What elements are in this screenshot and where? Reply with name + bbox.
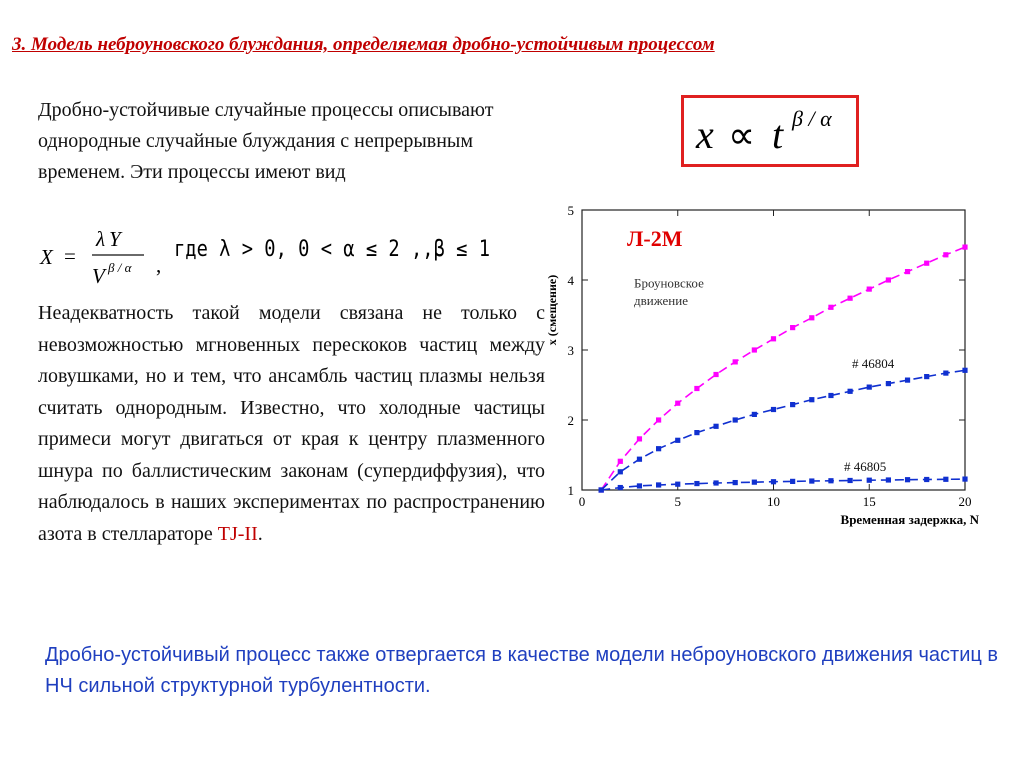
data-point-brownian — [713, 372, 718, 377]
data-point-s46804 — [713, 424, 718, 429]
data-point-brownian — [905, 269, 910, 274]
data-point-s46805 — [943, 477, 948, 482]
formula-conditions-text: где λ > 0, 0 < α ≤ 2 ,,β ≤ 1 — [174, 237, 490, 262]
data-point-s46804 — [809, 397, 814, 402]
data-point-s46805 — [656, 482, 661, 487]
data-point-s46804 — [637, 457, 642, 462]
formula-num-y: Y — [109, 228, 121, 251]
body-text — [38, 298, 545, 550]
data-point-s46805 — [886, 477, 891, 482]
data-point-s46805 — [790, 479, 795, 484]
data-point-brownian — [867, 287, 872, 292]
data-point-s46804 — [943, 371, 948, 376]
slide-title: 3. Модель неброуновского блуждания, определяемая дробно-устойчивым процессом — [12, 34, 715, 55]
data-point-s46805 — [675, 482, 680, 487]
data-point-brownian — [733, 359, 738, 364]
x-axis-label: Временная задержка, N — [840, 512, 979, 527]
body-end: . — [257, 522, 263, 545]
data-point-s46805 — [752, 480, 757, 485]
boxed-x: x — [696, 112, 714, 157]
bottom-text: Дробно-устойчивый процесс также отвергается в качестве модели неброуновского движения частиц в НЧ сильной структурной турбулентности. — [45, 644, 999, 697]
data-point-s46804 — [771, 407, 776, 412]
annotation-46805: # 46805 — [844, 458, 887, 474]
data-point-brownian — [828, 305, 833, 310]
plot-frame — [582, 210, 965, 490]
data-point-s46805 — [905, 477, 910, 482]
data-point-s46804 — [675, 438, 680, 443]
data-point-s46805 — [828, 478, 833, 483]
data-point-s46804 — [733, 417, 738, 422]
data-point-s46804 — [867, 385, 872, 390]
data-point-brownian — [618, 459, 623, 464]
y-tick-label: 4 — [567, 273, 574, 288]
data-point-s46804 — [886, 381, 891, 386]
data-point-s46805 — [771, 479, 776, 484]
data-point-s46805 — [618, 485, 623, 490]
annotation-brownian-1: Броуновское — [634, 275, 704, 291]
formula-den-v: V — [92, 264, 105, 288]
tj-ii-highlight: TJ-II — [217, 522, 258, 545]
data-point-s46805 — [733, 480, 738, 485]
formula-num-lambda: λ — [96, 228, 106, 251]
data-point-brownian — [656, 417, 661, 422]
data-point-s46805 — [848, 478, 853, 483]
formula-comma: , — [156, 253, 162, 277]
annotation-brownian-2: движение — [634, 293, 688, 308]
y-tick-label: 5 — [567, 203, 574, 218]
data-point-s46804 — [905, 378, 910, 383]
data-point-brownian — [752, 347, 757, 352]
data-point-brownian — [924, 261, 929, 266]
data-point-s46805 — [637, 483, 642, 488]
data-point-s46805 — [962, 476, 967, 481]
formula-eq: = — [64, 244, 76, 268]
data-point-s46804 — [962, 368, 967, 373]
x-tick-label: 20 — [958, 494, 972, 509]
data-point-brownian — [675, 401, 680, 406]
boxed-prop: ∝ — [728, 115, 756, 157]
data-point-s46804 — [924, 374, 929, 379]
data-point-brownian — [962, 245, 967, 250]
intro-text: Дробно-устойчивые случайные процессы описывают однородные случайные блуждания с непрерывным временем. Эти процессы имеют вид — [38, 99, 494, 183]
annotation-46804: # 46804 — [852, 356, 895, 371]
formula-lhs: X — [40, 245, 53, 269]
data-point-s46805 — [599, 487, 604, 492]
series-line-s46804 — [601, 370, 965, 490]
data-point-s46804 — [694, 430, 699, 435]
formula-den-exp: β / α — [108, 260, 132, 275]
x-tick-label: 10 — [767, 494, 780, 509]
data-point-brownian — [771, 336, 776, 341]
data-point-s46805 — [694, 481, 699, 486]
y-axis-label: x (смещение) — [545, 274, 559, 346]
body-main: Неадекватность такой модели связана не только с невозможностью мгновенных перескоков частиц между ловушками, но и тем, что ансамбль частиц плазмы нельзя считать однородным. Известно, что холодные частицы примеси могут двигаться от края к центру плазменного шнура по баллистическим законам (супердиффузия), что наблюдалось в наших экспериментах по распространению азота в стеллараторе — [38, 302, 545, 545]
formula-main — [38, 228, 178, 290]
data-point-s46804 — [828, 393, 833, 398]
data-point-s46804 — [790, 402, 795, 407]
x-tick-label: 5 — [674, 494, 681, 509]
x-tick-label: 0 — [578, 494, 586, 509]
boxed-t: t — [772, 112, 784, 157]
formula-conditions — [172, 228, 532, 268]
data-point-brownian — [886, 277, 891, 282]
data-point-s46804 — [618, 469, 623, 474]
data-point-s46804 — [656, 446, 661, 451]
formula-box — [681, 95, 859, 167]
y-tick-label: 2 — [567, 413, 574, 428]
data-point-brownian — [790, 325, 795, 330]
chart-title: Л-2М — [627, 226, 683, 251]
data-point-brownian — [809, 315, 814, 320]
boxed-exp: β / α — [792, 106, 832, 131]
data-point-brownian — [637, 436, 642, 441]
data-point-brownian — [694, 386, 699, 391]
data-point-brownian — [943, 252, 948, 257]
chart — [540, 198, 990, 538]
y-tick-label: 1 — [567, 483, 574, 498]
series-line-s46805 — [601, 479, 965, 490]
x-tick-label: 15 — [862, 494, 876, 509]
data-point-s46805 — [924, 477, 929, 482]
data-point-s46805 — [809, 478, 814, 483]
data-point-brownian — [848, 296, 853, 301]
data-point-s46805 — [867, 478, 872, 483]
data-point-s46804 — [848, 389, 853, 394]
data-point-s46805 — [713, 480, 718, 485]
y-tick-label: 3 — [567, 343, 574, 358]
data-point-s46804 — [752, 412, 757, 417]
